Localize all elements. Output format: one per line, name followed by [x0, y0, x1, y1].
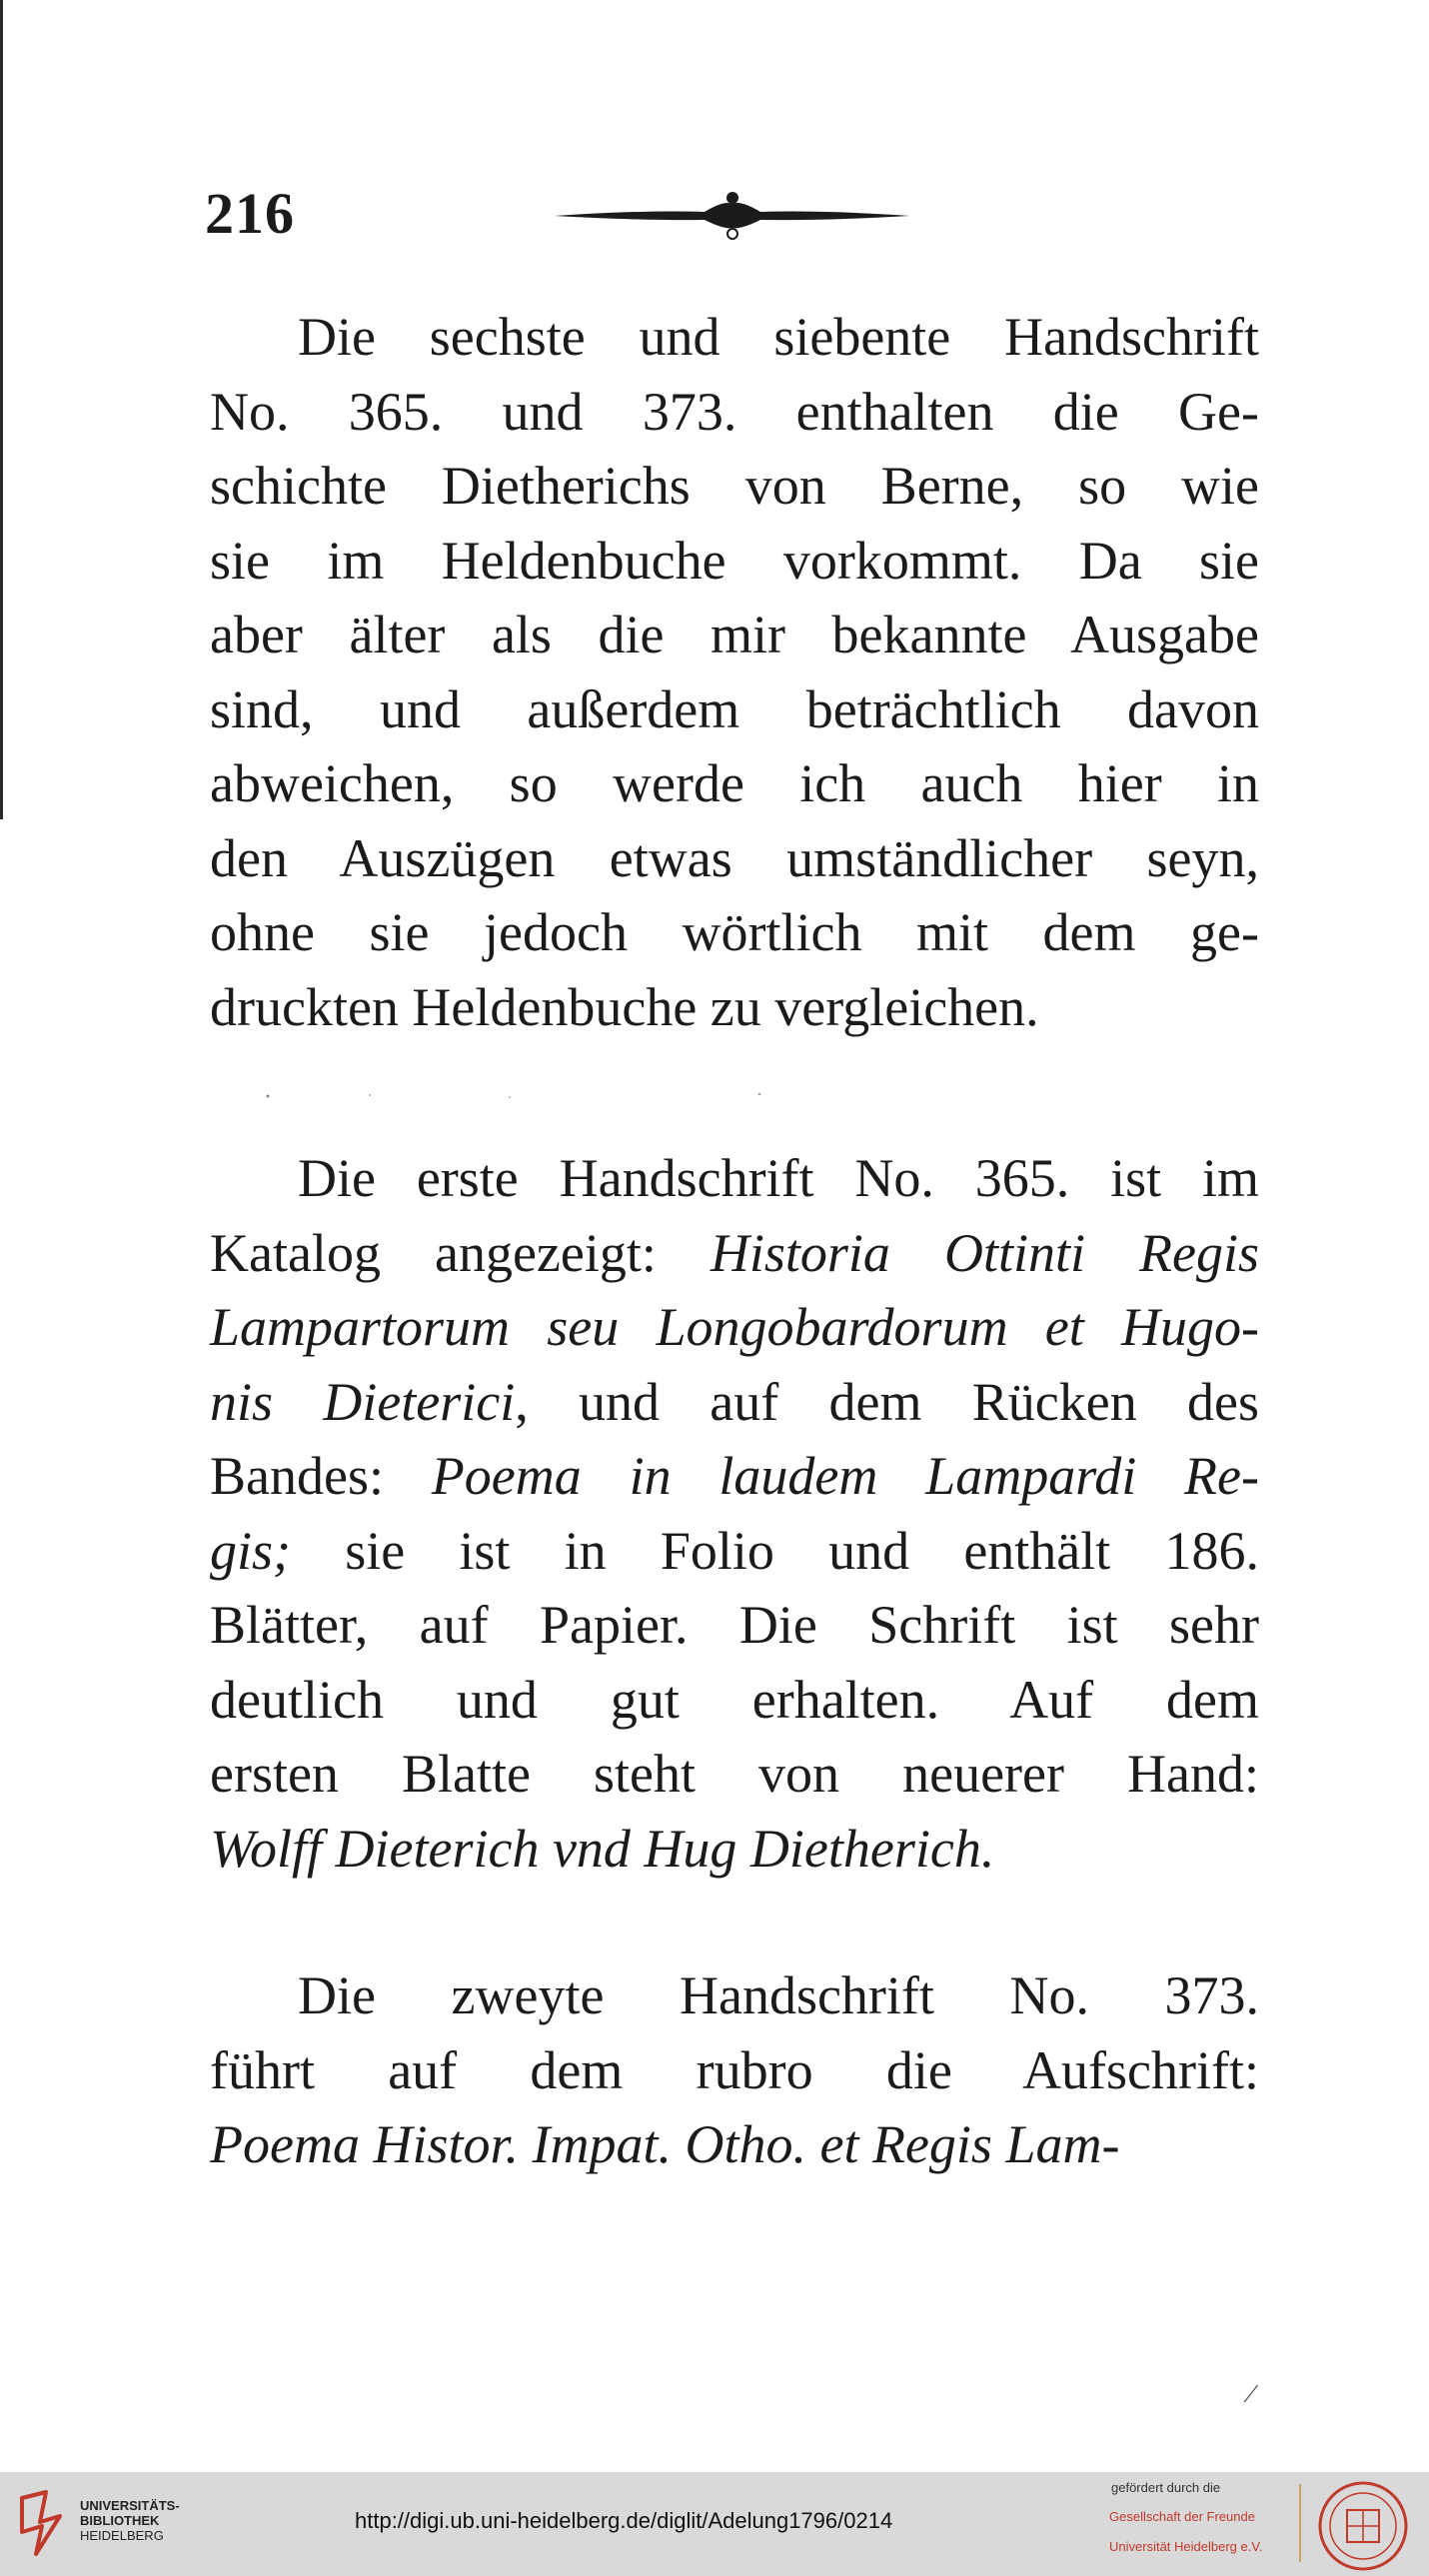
paragraph-3 [210, 1958, 1259, 2182]
text-run: Katalog angezeigt: [210, 1222, 711, 1283]
text-line [210, 1290, 1259, 1365]
text-line: sind, und außerdem beträchtlich davon [210, 678, 1259, 739]
library-name-line: HEIDELBERG [80, 2528, 164, 2543]
sponsor-name: Universität Heidelberg e.V. [1109, 2539, 1263, 2554]
text-line: abweichen, so werde ich auch hier in [210, 753, 1259, 813]
stray-specks [250, 1091, 769, 1101]
text-line [210, 1737, 1259, 1812]
text-line [210, 2107, 1259, 2182]
italic-run: nis Dieterici [210, 1371, 516, 1432]
italic-run: gis; [210, 1520, 291, 1581]
footer-divider [1299, 2484, 1301, 2562]
text-line [210, 1958, 1259, 2033]
header-ornament [555, 190, 909, 242]
text-line [210, 1365, 1259, 1440]
text-line: No. 365. und 373. enthalten die Ge- [210, 381, 1259, 442]
text-line: sie im Heldenbuche vorkommt. Da sie [210, 530, 1259, 591]
text-line [210, 1663, 1259, 1738]
text-line [210, 1514, 1259, 1589]
text-line [210, 1812, 1259, 1887]
sponsor-prefix: gefördert durch die [1111, 2480, 1221, 2495]
text-line: aber älter als die mir bekannte Ausgabe [210, 605, 1259, 664]
italic-run: Wolff Dieterich vnd Hug Dietherich. [210, 1818, 995, 1879]
text-run: deutlich und gut erhalten. Auf dem [210, 1669, 1259, 1730]
text-line: schichte Dietherichs von Berne, so wie [210, 456, 1259, 516]
text-run: Die erste Handschrift No. 365. ist im [298, 1148, 1259, 1208]
text-run: ersten Blatte steht von neuerer Hand: [210, 1744, 1259, 1804]
text-run: sie ist in Folio und enthält 186. [291, 1520, 1259, 1581]
text-run: , und auf dem Rücken des [515, 1371, 1259, 1432]
text-run: Die zweyte Handschrift No. 373. [298, 1965, 1259, 2025]
permalink-url[interactable]: http://digi.ub.uni-heidelberg.de/diglit/Adelung1796/0214 [355, 2508, 893, 2533]
italic-run: Poema Histor. Impat. Otho. et Regis Lam- [210, 2114, 1120, 2174]
text-line: den Auszügen etwas umständlicher seyn, [210, 827, 1259, 888]
italic-run: Historia Ottinti Regis [710, 1222, 1259, 1283]
italic-run: Poema in laudem Lampardi Re- [431, 1446, 1259, 1506]
text-run: Bandes: [210, 1446, 432, 1506]
library-name-line: UNIVERSITÄTS- [80, 2498, 180, 2513]
sponsor-credit [1109, 2480, 1289, 2555]
italic-run: Lampartorum seu Longobardorum et Hugo- [210, 1297, 1259, 1357]
sponsor-name: Gesellschaft der Freunde [1109, 2509, 1255, 2524]
text-line: Die sechste und siebente Handschrift [298, 307, 1259, 367]
stray-mark: ⁄ [1249, 2383, 1253, 2408]
paragraph-1 [210, 300, 1259, 1044]
library-logo-icon [16, 2488, 68, 2558]
text-line [210, 1588, 1259, 1663]
text-run: Blätter, auf Papier. Die Schrift ist sehr [210, 1595, 1259, 1655]
paragraph-2 [210, 1141, 1259, 1886]
text-run: führt auf dem rubro die Aufschrift: [210, 2039, 1259, 2100]
page-left-edge [0, 0, 3, 819]
library-name-line: BIBLIOTHEK [80, 2513, 160, 2528]
university-seal-icon [1317, 2480, 1409, 2572]
text-line [210, 1141, 1259, 1216]
footer-bar [0, 2472, 1429, 2576]
text-line [210, 2033, 1259, 2108]
text-line [210, 1439, 1259, 1514]
page-number: 216 [205, 181, 295, 246]
library-name [80, 2498, 180, 2543]
text-line: druckten Heldenbuche zu vergleichen. [210, 976, 1039, 1037]
text-line [210, 1216, 1259, 1291]
text-line: ohne sie jedoch wörtlich mit dem ge- [210, 902, 1259, 962]
